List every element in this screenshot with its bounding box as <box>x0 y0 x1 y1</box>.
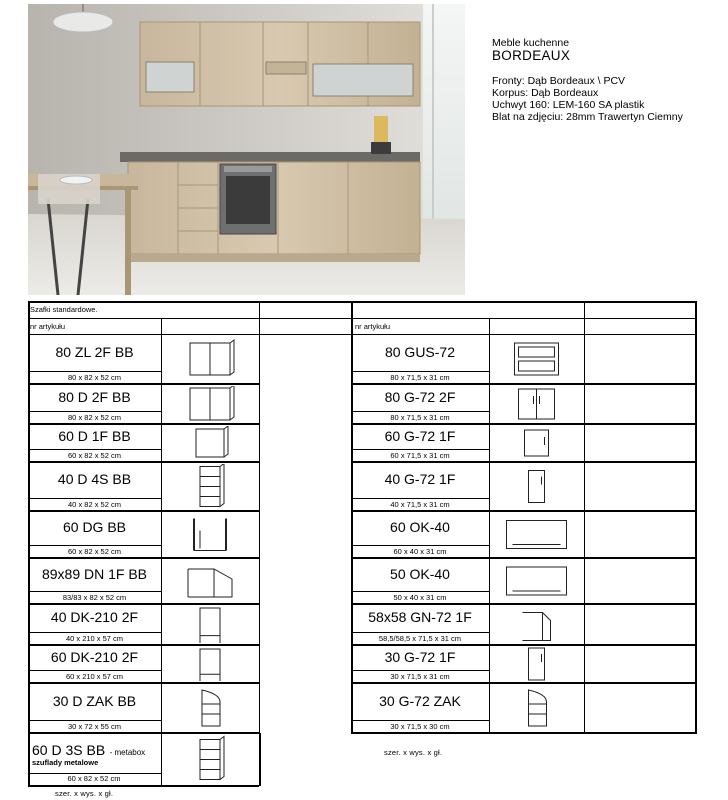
table-row-dims: 60 x 71,5 x 31 cm <box>390 451 450 460</box>
table-dims-separator <box>351 449 489 450</box>
table-dims-separator <box>28 498 161 499</box>
table-border-top <box>28 301 697 303</box>
table-dims-separator <box>28 591 161 592</box>
spec-handle: Uchwyt 160: LEM-160 SA plastik <box>492 99 645 111</box>
table-border-right <box>695 301 697 734</box>
wall-narrow-cabinet-icon <box>491 464 582 509</box>
product-title: BORDEAUX <box>492 48 571 63</box>
table-row-name: 89x89 DN 1F BB <box>41 565 148 582</box>
table-row-name: 60 DK-210 2F <box>50 648 139 665</box>
table-row-name: 80 G-72 2F <box>384 388 456 405</box>
oven-cabinet-icon <box>163 513 257 556</box>
table-row-name: 58x58 GN-72 1F <box>368 609 472 625</box>
hood-cabinet-icon <box>491 513 582 556</box>
table-dims-separator <box>28 371 161 372</box>
table-row-dims: 40 x 82 x 52 cm <box>68 500 121 509</box>
wall-end-shelf-icon <box>491 685 582 731</box>
table-row-name: 40 G-72 1F <box>384 471 456 487</box>
table-row-separator <box>351 423 697 425</box>
table-dims-separator <box>28 411 161 412</box>
table-col-line <box>489 318 490 733</box>
wall-narrow-cabinet-icon <box>491 647 582 681</box>
table-row-dims: 58,5/58,5 x 71,5 x 31 cm <box>378 634 462 643</box>
spec-fronts: Fronty: Dąb Bordeaux \ PCV <box>492 75 626 87</box>
table-row-separator <box>351 682 697 684</box>
table-row-separator <box>28 732 259 734</box>
table-row-name: 60 DG BB <box>62 519 127 535</box>
wall-glass-cabinet-icon <box>491 336 582 382</box>
corner-base-cabinet-icon <box>163 336 257 382</box>
table-dims-separator <box>351 545 489 546</box>
table-row-separator <box>351 603 697 605</box>
table-header-line <box>28 318 697 319</box>
col-header-left: nr artykułu <box>30 322 66 331</box>
table-row-separator <box>28 557 259 559</box>
spec-countertop: Blat na zdjęciu: 28mm Trawertyn Ciemny <box>492 111 683 123</box>
table-row-separator <box>351 557 697 559</box>
table-row-dims: 40 x 210 x 57 cm <box>65 634 124 643</box>
table-col-line <box>161 318 162 786</box>
tall-cabinet-icon <box>163 606 257 643</box>
wall-two-door-cabinet-icon <box>491 386 582 422</box>
table-dims-separator <box>28 545 161 546</box>
table-row-name: 80 D 2F BB <box>58 388 131 405</box>
wall-corner-cabinet-icon <box>491 606 582 643</box>
table-row-dims: 30 x 71,5 x 31 cm <box>390 672 450 681</box>
table-row-separator <box>28 461 259 463</box>
table-dims-separator <box>351 498 489 499</box>
table-row-name: 60 G-72 1F <box>384 427 456 444</box>
table-dims-separator <box>28 632 161 633</box>
metabox-name: 60 D 3S BB <box>32 742 106 758</box>
table-border-left <box>28 301 30 786</box>
table-row-dims: 40 x 71,5 x 31 cm <box>390 500 450 509</box>
table-row-dims: 60 x 40 x 31 cm <box>393 547 447 556</box>
metabox-dims: 60 x 82 x 52 cm <box>67 774 121 783</box>
table-row-separator <box>28 644 259 646</box>
spec-body: Korpus: Dąb Bordeaux <box>492 87 599 99</box>
table-row-dims: 30 x 72 x 55 cm <box>68 722 121 731</box>
hood-cabinet-icon <box>491 560 582 602</box>
table-row-separator <box>28 510 259 512</box>
drawer-cabinet-icon <box>163 464 257 509</box>
table-col-line <box>584 301 585 733</box>
metal-drawer-cabinet-icon <box>163 735 257 784</box>
table-row-name: 30 D ZAK BB <box>52 692 137 709</box>
corner-l-cabinet-icon <box>163 560 257 602</box>
table-dims-separator <box>28 670 161 671</box>
table-row-dims: 83/83 x 82 x 52 cm <box>62 593 127 602</box>
table-row-separator <box>351 461 697 463</box>
table-row-dims: 60 x 82 x 52 cm <box>68 547 121 556</box>
table-col-line <box>259 301 260 733</box>
col-header-right: nr artykułu <box>355 322 391 331</box>
wall-one-door-cabinet-icon <box>491 426 582 460</box>
table-row-dims: 60 x 82 x 52 cm <box>68 451 121 460</box>
table-row-separator <box>28 603 259 605</box>
table-header-line <box>28 334 697 335</box>
table-dims-separator <box>351 632 489 633</box>
table-title: Szafki standardowe. <box>30 305 98 314</box>
end-shelf-cabinet-icon <box>163 685 257 731</box>
table-row-separator <box>351 510 697 512</box>
table-border-right-left-last <box>259 733 261 786</box>
table-row-name: 40 DK-210 2F <box>50 609 139 625</box>
footnote-left: szer. x wys. x gł. <box>55 789 114 798</box>
table-row-name: 50 OK-40 <box>390 565 450 582</box>
table-row-dims: 80 x 82 x 52 cm <box>68 413 121 422</box>
table-row-separator <box>28 383 259 385</box>
table-row-dims: 60 x 210 x 57 cm <box>65 672 124 681</box>
table-row-separator <box>28 423 259 425</box>
metabox-suffix: - metabox <box>109 748 146 757</box>
table-row-separator <box>28 785 259 787</box>
metabox-note: szuflady metalowe <box>32 758 99 767</box>
table-dims-separator <box>351 670 489 671</box>
table-row-dims: 50 x 40 x 31 cm <box>393 593 447 602</box>
tall-cabinet-icon <box>163 647 257 681</box>
table-row-separator <box>28 682 259 684</box>
table-dims-separator <box>351 371 489 372</box>
one-door-base-cabinet-icon <box>163 426 257 460</box>
table-row-name: 80 ZL 2F BB <box>55 343 134 360</box>
table-dims-separator <box>28 449 161 450</box>
table-row-dims: 30 x 71,5 x 30 cm <box>390 722 450 731</box>
table-row-separator <box>351 644 697 646</box>
table-dims-separator <box>351 591 489 592</box>
table-row-name: 60 D 1F BB <box>58 427 131 444</box>
table-row-dims: 80 x 71,5 x 31 cm <box>390 413 450 422</box>
table-row-name: 40 D 4S BB <box>57 471 132 487</box>
two-door-base-cabinet-icon <box>163 386 257 422</box>
table-row-name: 30 G-72 ZAK <box>379 692 461 709</box>
footnote-right: szer. x wys. x gł. <box>384 748 443 757</box>
table-row-name: 60 OK-40 <box>390 519 450 535</box>
table-row-separator <box>351 383 697 385</box>
table-dims-separator <box>351 720 489 721</box>
table-dims-separator <box>351 411 489 412</box>
table-dims-separator <box>28 720 161 721</box>
table-row-separator <box>351 732 697 734</box>
table-row-dims: 80 x 71,5 x 31 cm <box>390 373 450 382</box>
table-row-name: 80 GUS-72 <box>384 343 456 360</box>
table-row-name: 30 G-72 1F <box>384 648 456 665</box>
product-subtitle: Meble kuchenne <box>492 37 570 49</box>
table-row-dims: 80 x 82 x 52 cm <box>68 373 121 382</box>
